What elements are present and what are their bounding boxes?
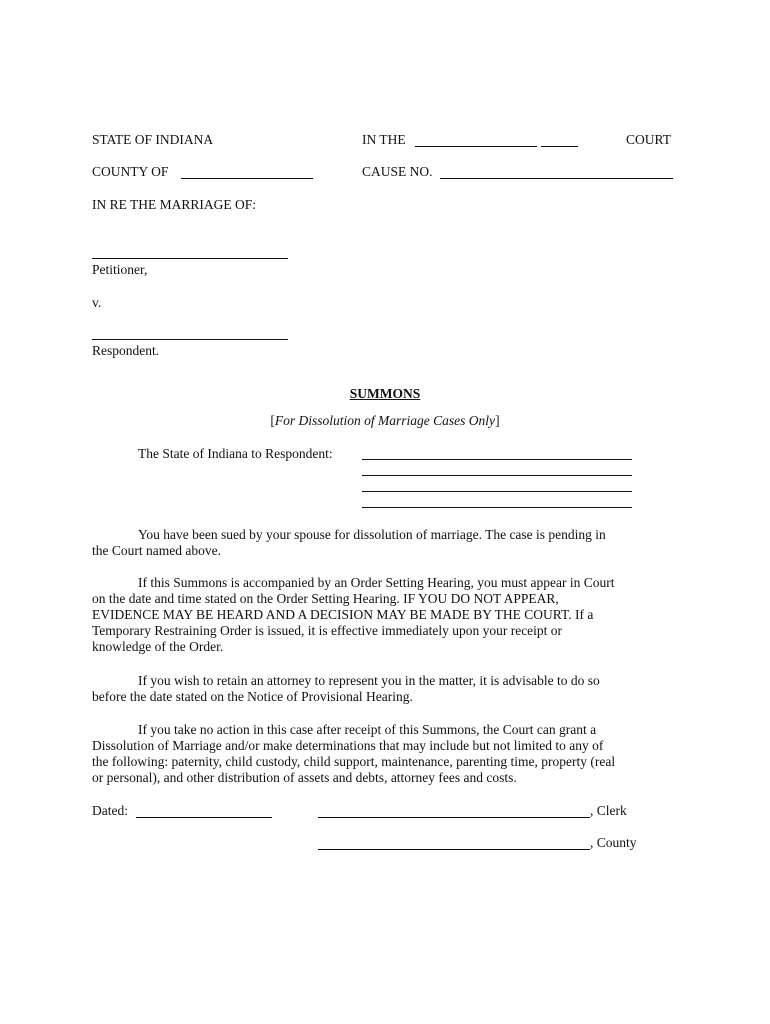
petitioner-label: Petitioner, <box>92 262 148 277</box>
respondent-address-line-3[interactable] <box>362 491 632 492</box>
paragraph-line: If you take no action in this case after receipt of this Summons, the Court can grant a <box>138 722 597 737</box>
court-label: COURT <box>626 132 671 147</box>
county-signature-blank[interactable] <box>318 849 590 850</box>
paragraph-line: knowledge of the Order. <box>92 639 224 654</box>
court-number-blank[interactable] <box>541 146 578 147</box>
paragraph-sued <box>92 527 680 559</box>
cause-no-label: CAUSE NO. <box>362 164 433 179</box>
state-label: STATE OF INDIANA <box>92 132 214 147</box>
clerk-signature-blank[interactable] <box>318 817 590 818</box>
county-blank[interactable] <box>181 178 313 179</box>
paragraph-line: If you wish to retain an attorney to represent you in the matter, it is advisable to do so <box>138 673 600 688</box>
in-re-marriage-label: IN RE THE MARRIAGE OF: <box>92 197 257 212</box>
paragraph-hearing <box>92 575 680 655</box>
paragraph-line: the Court named above. <box>92 543 221 558</box>
respondent-address-line-1[interactable] <box>362 459 632 460</box>
petitioner-name-blank[interactable] <box>92 258 288 259</box>
paragraph-line: If this Summons is accompanied by an Order Setting Hearing, you must appear in Court <box>138 575 615 590</box>
paragraph-no-action <box>92 722 680 786</box>
paragraph-line: before the date stated on the Notice of Provisional Hearing. <box>92 689 413 704</box>
date-blank[interactable] <box>136 817 272 818</box>
paragraph-line: You have been sued by your spouse for dissolution of marriage. The case is pending in <box>138 527 606 542</box>
summons-title: SUMMONS <box>349 386 421 401</box>
county-label: , County <box>590 835 637 850</box>
subtitle-text: For Dissolution of Marriage Cases Only <box>274 413 496 428</box>
subtitle-bracket-close: ] <box>495 413 500 428</box>
subtitle-bracket-open: [ <box>270 413 275 428</box>
paragraph-line: on the date and time stated on the Order Setting Hearing. IF YOU DO NOT APPEAR, <box>92 591 559 606</box>
to-respondent-label: The State of Indiana to Respondent: <box>138 446 333 461</box>
summons-subtitle <box>0 413 770 429</box>
paragraph-attorney <box>92 673 680 705</box>
respondent-name-blank[interactable] <box>92 339 288 340</box>
dated-label: Dated: <box>92 803 128 818</box>
paragraph-line: EVIDENCE MAY BE HEARD AND A DECISION MAY BE MADE BY THE COURT. If a <box>92 607 594 622</box>
respondent-address-line-4[interactable] <box>362 507 632 508</box>
paragraph-line: Temporary Restraining Order is issued, it is effective immediately upon your receipt or <box>92 623 563 638</box>
cause-number-blank[interactable] <box>440 178 673 179</box>
respondent-label: Respondent. <box>92 343 160 358</box>
paragraph-line: Dissolution of Marriage and/or make determinations that may include but not limited to any of <box>92 738 604 753</box>
county-of-label: COUNTY OF <box>92 164 169 179</box>
clerk-label: , Clerk <box>590 803 627 818</box>
versus-label: v. <box>92 295 102 310</box>
respondent-address-line-2[interactable] <box>362 475 632 476</box>
paragraph-line: or personal), and other distribution of assets and debts, attorney fees and costs. <box>92 770 517 785</box>
paragraph-line: the following: paternity, child custody, child support, maintenance, parenting time, property (real <box>92 754 616 769</box>
in-the-label: IN THE <box>362 132 406 147</box>
court-name-blank[interactable] <box>415 146 537 147</box>
